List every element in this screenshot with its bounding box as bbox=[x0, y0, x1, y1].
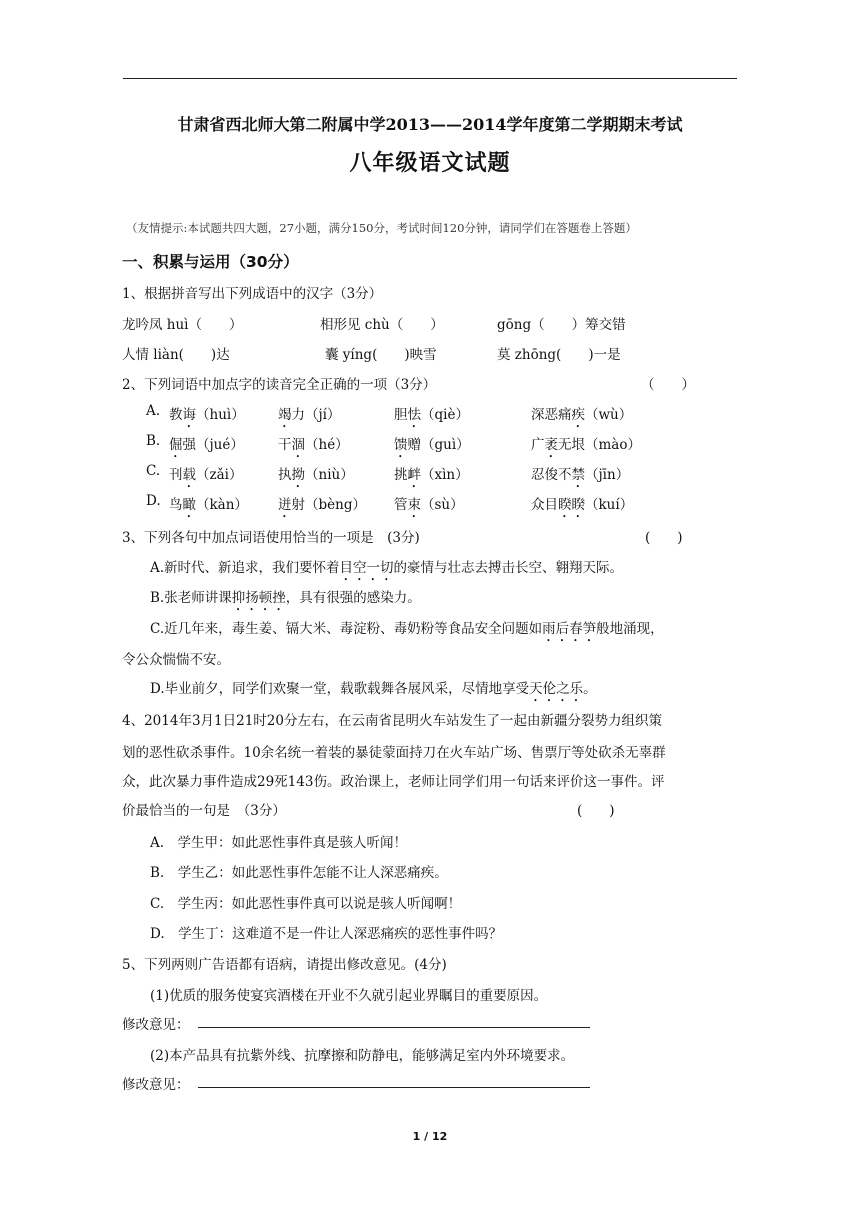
text: 刊 bbox=[169, 467, 183, 483]
q2-option-label: A. bbox=[146, 403, 161, 419]
q3-answer-paren: ( ) bbox=[645, 530, 683, 546]
text: （kàn） bbox=[196, 497, 248, 513]
text: （xìn） bbox=[421, 467, 469, 483]
paper-title: 八年级语文试题 bbox=[349, 151, 511, 176]
text: 赠（guì） bbox=[407, 437, 470, 453]
dotted-char: 涸 bbox=[291, 437, 305, 453]
dotted-phrase: 抑扬顿挫 bbox=[231, 590, 286, 606]
q2-word bbox=[278, 403, 341, 431]
dotted-char: 倔 bbox=[169, 437, 183, 453]
text: C.近几年来，毒生姜、镉大米、毒淀粉、毒奶粉等食品安全问题如 bbox=[150, 621, 543, 637]
header-rule bbox=[123, 78, 737, 79]
q2-word bbox=[531, 403, 632, 431]
q2-word bbox=[169, 433, 244, 461]
text: 众目 bbox=[531, 497, 558, 513]
text: 力（jí） bbox=[291, 407, 341, 423]
q2-word bbox=[394, 493, 464, 521]
school-title: 甘肃省西北师大第二附属中学2013——2014学年度第二学期期末考试 bbox=[177, 115, 683, 134]
q5-stem: 5、下列两则广告语都有语病，请提出修改意见。(4分) bbox=[122, 957, 447, 973]
text: 执 bbox=[278, 467, 292, 483]
q5-sentence-2: (2)本产品具有抗紫外线、抗摩擦和防静电，能够满足室内外环境要求。 bbox=[150, 1048, 575, 1064]
text: 教 bbox=[169, 407, 183, 423]
q2-word bbox=[278, 493, 366, 521]
text: 管 bbox=[394, 497, 408, 513]
text: （niù） bbox=[305, 467, 354, 483]
dotted-char: 束 bbox=[407, 497, 421, 513]
q2-word bbox=[278, 433, 349, 461]
dotted-char: 迸 bbox=[278, 497, 292, 513]
q4-option-d: D. 学生丁：这难道不是一件让人深恶痛疾的恶性事件吗？ bbox=[150, 926, 503, 942]
q1-item: 囊 yíng( )映雪 bbox=[325, 347, 437, 363]
q3-option-b bbox=[150, 586, 421, 614]
q2-word bbox=[531, 493, 633, 521]
text: 广 bbox=[531, 437, 545, 453]
q1-item: 人情 liàn( )达 bbox=[122, 347, 230, 363]
answer-line-2[interactable] bbox=[198, 1087, 590, 1088]
text: 忍俊不 bbox=[531, 467, 572, 483]
q5-answer-label-2: 修改意见： bbox=[122, 1077, 190, 1093]
q2-word bbox=[531, 463, 629, 491]
dotted-char: 拗 bbox=[291, 467, 305, 483]
text: 。 bbox=[583, 681, 597, 697]
q4-option-a: A. 学生甲：如此恶性事件真是骇人听闻！ bbox=[150, 835, 408, 851]
q2-stem: 2、下列词语中加点字的读音完全正确的一项（3分） bbox=[122, 377, 437, 393]
text: 的豪情与壮志去搏击长空、翱翔天际。 bbox=[393, 560, 624, 576]
text: （kuí） bbox=[585, 497, 634, 513]
dotted-char: 载 bbox=[182, 467, 196, 483]
text: 无垠（mào） bbox=[558, 437, 641, 453]
q1-item: 莫 zhōng( )一是 bbox=[497, 347, 621, 363]
q2-word bbox=[394, 463, 469, 491]
dotted-phrase: 目空一切 bbox=[339, 560, 394, 576]
exam-tip: （友情提示:本试题共四大题，27小题，满分150分，考试时间120分钟，请同学们在答题卷上答题） bbox=[126, 221, 637, 235]
page-number: 1 / 12 bbox=[412, 1130, 448, 1143]
dotted-phrase: 天伦之乐 bbox=[529, 681, 584, 697]
q2-word bbox=[531, 433, 641, 461]
q4-line: 4、2014年3月1日21时20分左右，在云南省昆明火车站发生了一起由新疆分裂势力组织策 bbox=[122, 713, 662, 729]
text: （huì） bbox=[196, 407, 245, 423]
q3-option-c-cont: 令公众惴惴不安。 bbox=[122, 652, 230, 668]
dotted-char: 瞰 bbox=[182, 497, 196, 513]
text: 强（jué） bbox=[182, 437, 244, 453]
dotted-char: 馈 bbox=[394, 437, 408, 453]
text: 般地涌现， bbox=[596, 621, 664, 637]
q2-word bbox=[169, 493, 248, 521]
q4-option-c: C. 学生丙：如此恶性事件真可以说是骇人听闻啊！ bbox=[150, 896, 462, 912]
text: 鸟 bbox=[169, 497, 183, 513]
dotted-char: 疾 bbox=[571, 407, 585, 423]
text: 深恶痛 bbox=[531, 407, 572, 423]
dotted-char: 衅 bbox=[407, 467, 421, 483]
text: ，具有很强的感染力。 bbox=[285, 590, 421, 606]
q1-item: 龙吟凤 huì（ ） bbox=[122, 317, 243, 333]
q2-option-label: B. bbox=[146, 433, 161, 449]
q2-word bbox=[278, 463, 354, 491]
text: 挑 bbox=[394, 467, 408, 483]
q1-stem: 1、根据拼音写出下列成语中的汉字（3分） bbox=[122, 286, 383, 302]
text: A.新时代、新追求，我们要怀着 bbox=[150, 560, 340, 576]
q4-line: 划的恶性砍杀事件。10余名统一着装的暴徒蒙面持刀在火车站广场、售票厅等处砍杀无辜群 bbox=[122, 745, 666, 761]
answer-line-1[interactable] bbox=[198, 1027, 590, 1028]
text: （qiè） bbox=[421, 407, 469, 423]
dotted-char: 禁 bbox=[571, 467, 585, 483]
text: 胆 bbox=[394, 407, 408, 423]
q4-line: 价最恰当的一句是 （3分） bbox=[122, 803, 286, 819]
q3-option-d bbox=[150, 677, 597, 705]
q1-item: 相形见 chù（ ） bbox=[320, 317, 444, 333]
q4-option-b: B. 学生乙：如此恶性事件怎能不让人深恶痛疾。 bbox=[150, 865, 448, 881]
section-heading: 一、积累与运用（30分） bbox=[122, 253, 299, 271]
text: （zǎi） bbox=[196, 467, 243, 483]
q4-answer-paren: ( ) bbox=[577, 803, 615, 819]
q2-word bbox=[169, 403, 245, 431]
text: 射（bèng） bbox=[291, 497, 366, 513]
q2-word bbox=[394, 403, 469, 431]
q5-answer-label-1: 修改意见： bbox=[122, 1017, 190, 1033]
dotted-char: 竭 bbox=[278, 407, 292, 423]
text: 干 bbox=[278, 437, 292, 453]
dotted-phrase: 雨后春笋 bbox=[542, 621, 597, 637]
text: （hé） bbox=[305, 437, 349, 453]
text: （sù） bbox=[421, 497, 464, 513]
dotted-char: 诲 bbox=[182, 407, 196, 423]
text: D.毕业前夕，同学们欢聚一堂，载歌载舞各展风采，尽情地享受 bbox=[150, 681, 530, 697]
q2-option-label: D. bbox=[146, 493, 161, 509]
q4-line: 众，此次暴力事件造成29死143伤。政治课上，老师让同学们用一句话来评价这一事件。评 bbox=[122, 774, 665, 790]
dotted-char: 袤 bbox=[544, 437, 558, 453]
text: B.张老师讲课 bbox=[150, 590, 232, 606]
q5-sentence-1: (1)优质的服务使宴宾酒楼在开业不久就引起业界瞩目的重要原因。 bbox=[150, 988, 548, 1004]
q3-stem: 3、下列各句中加点词语使用恰当的一项是 (3分) bbox=[122, 530, 420, 546]
q1-item: gōng（ ）筹交错 bbox=[497, 317, 626, 333]
text: （jīn） bbox=[585, 467, 630, 483]
q3-option-c bbox=[150, 617, 664, 645]
text: （wù） bbox=[585, 407, 633, 423]
q2-word bbox=[169, 463, 242, 491]
dotted-char: 睽睽 bbox=[558, 497, 585, 513]
q2-option-label: C. bbox=[146, 463, 161, 479]
q3-option-a bbox=[150, 556, 623, 584]
dotted-char: 怯 bbox=[407, 407, 421, 423]
q2-answer-paren: （ ） bbox=[641, 377, 695, 393]
q2-word bbox=[394, 433, 470, 461]
